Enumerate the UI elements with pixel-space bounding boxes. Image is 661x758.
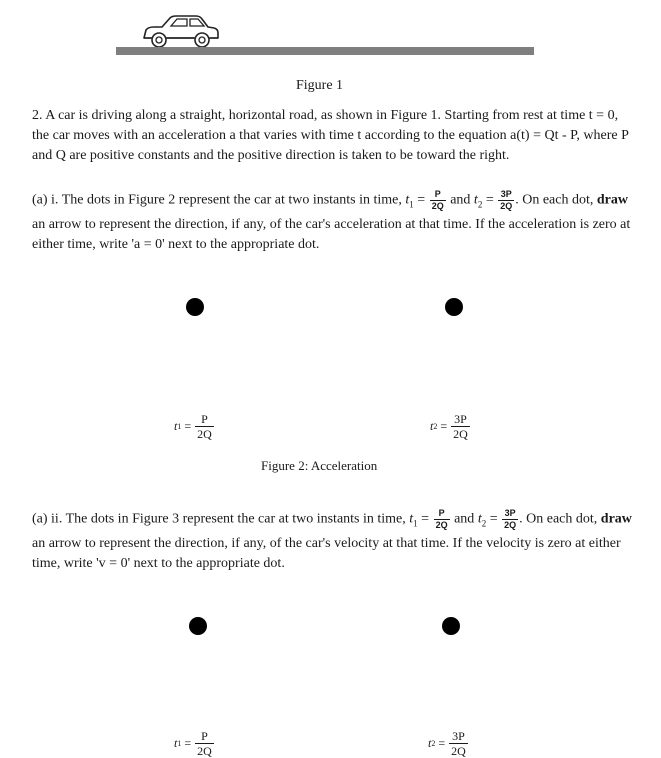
car-icon [140, 14, 220, 50]
dot-t2[interactable] [445, 298, 463, 316]
fraction: $\frac{3P}{2Q}$ [504, 508, 517, 530]
part-label: (a) ii. [32, 511, 63, 527]
part-text: The dots in Figure 3 represent the car at two instants in time, [65, 511, 406, 527]
conjunction: and [450, 192, 471, 208]
t1-label: t 1 = $\frac{P}{2Q}$ [174, 412, 212, 441]
part-text: . On each dot, [515, 192, 594, 208]
equals-sign: = [489, 511, 498, 527]
part-text: The dots in Figure 2 represent the car at two instants in time, [61, 192, 402, 208]
dot-t1[interactable] [189, 617, 207, 635]
figure1-caption: Figure 1 [296, 78, 344, 93]
part-text: an arrow to represent the direction, if any, of the car's acceleration at that time. If the acceleration is zero at either time, write 'a = 0' next to the appropriate dot. [32, 216, 631, 252]
question-intro [32, 106, 632, 166]
t-symbol: t [473, 192, 478, 208]
t-subscript: 1 [409, 199, 414, 210]
t-symbol: t [405, 192, 410, 208]
fraction: $\frac{P}{2Q}$ [435, 508, 448, 530]
conjunction: and [454, 511, 475, 527]
equals-sign: = [417, 192, 426, 208]
draw-emphasis: draw [600, 511, 632, 527]
question-intro-text: A car is driving along a straight, horizontal road, as shown in Figure 1. Starting from rest at time t = 0, the car moves with an acceleration a that varies with time t according to the equation a(t) = Qt - P, where P and Q are positive constants and the positive direction is taken to be toward the right. [32, 108, 629, 163]
t2-label: t 2 = $\frac{3P}{2Q}$ [430, 412, 468, 441]
dot-t1[interactable] [186, 298, 204, 316]
fraction: $\frac{3P}{2Q}$ [500, 189, 513, 211]
t-symbol: t [409, 511, 414, 527]
road [116, 47, 534, 55]
t-subscript: 2 [477, 199, 483, 210]
figure2-caption: Figure 2: Acceleration [261, 458, 378, 473]
equals-sign: = [421, 511, 430, 527]
draw-emphasis: draw [596, 192, 629, 208]
t-subscript: 2 [481, 518, 487, 529]
part-label: (a) i. [32, 192, 59, 208]
dot-t2[interactable] [442, 617, 460, 635]
part-text: . On each dot, [519, 511, 598, 527]
t-subscript: 1 [413, 518, 418, 529]
part-a-ii-text [32, 509, 632, 574]
t1-label: t 1 = $\frac{P}{2Q}$ [174, 729, 212, 758]
equals-sign: = [485, 192, 494, 208]
fraction: $\frac{P}{2Q}$ [431, 189, 444, 211]
question-number: 2. [32, 108, 43, 123]
part-text: an arrow to represent the direction, if any, of the car's velocity at that time. If the velocity is zero at either time, write 'v = 0' next to the appropriate dot. [32, 535, 621, 571]
part-a-i-text [32, 190, 632, 255]
t2-label: t 2 = $\frac{3P}{2Q}$ [428, 729, 466, 758]
t-symbol: t [477, 511, 482, 527]
